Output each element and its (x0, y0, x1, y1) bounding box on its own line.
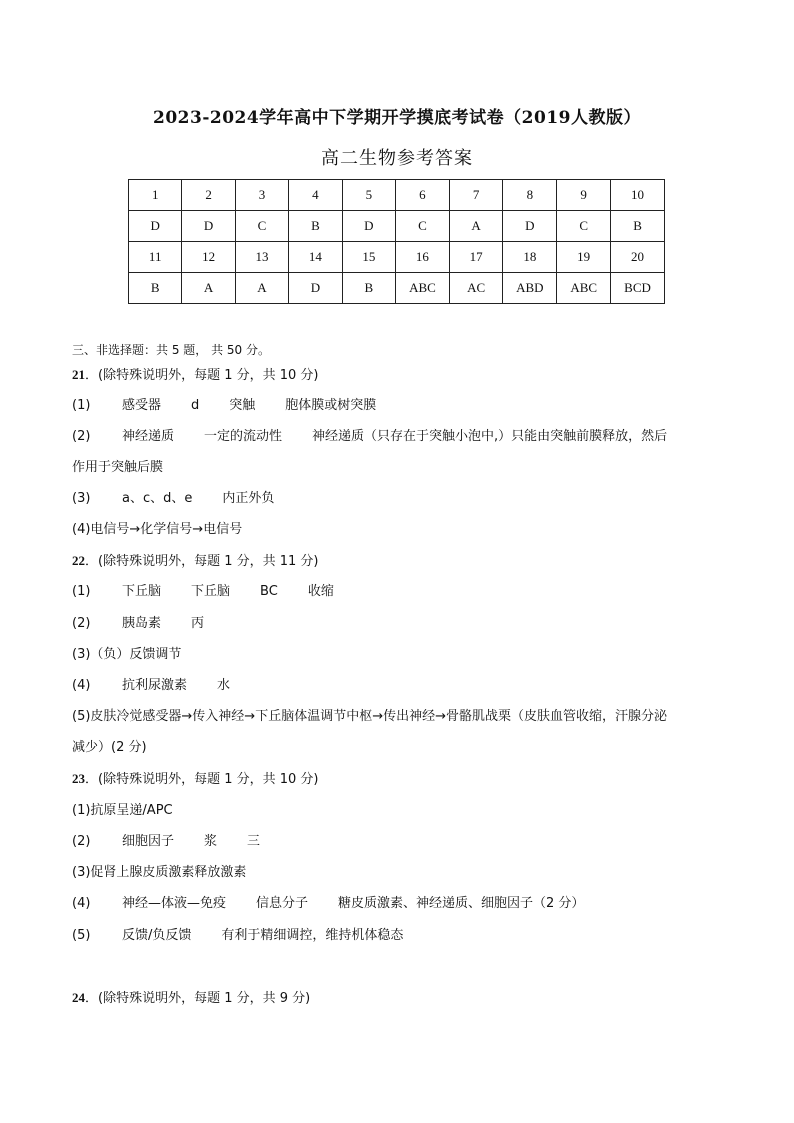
question-21-header (72, 366, 319, 385)
answer-item: 神经—体液—免疫 (122, 896, 227, 911)
answer-cell: ABC (396, 273, 450, 304)
part-number: (4) (72, 896, 91, 911)
question-number-cell: 13 (235, 242, 288, 273)
answer-cell: A (182, 273, 235, 304)
answer-cell: A (449, 211, 503, 242)
answer-item: 下丘脑 (191, 584, 231, 599)
answer-cell: C (396, 211, 450, 242)
answer-cell: D (129, 211, 182, 242)
answer-cell: ABD (503, 273, 557, 304)
question-number: 21 (72, 367, 85, 382)
answer-cell: D (289, 273, 342, 304)
answer-item: 突触 (229, 398, 256, 413)
answer-item: 收缩 (307, 584, 334, 599)
answer-cell: B (129, 273, 182, 304)
part-number: (2) (72, 834, 91, 849)
question-number-row (129, 242, 665, 273)
answer-item: 细胞因子 (122, 834, 175, 849)
answer-cell: D (342, 211, 395, 242)
answer-row (129, 211, 665, 242)
answer-item: 糖皮质激素、神经递质、细胞因子（2 分） (338, 896, 585, 911)
answer-item: 有利于精细调控，维持机体稳态 (221, 928, 404, 943)
question-note: ．(除特殊说明外，每题 1 分，共 10 分) (85, 368, 319, 383)
question-24-header (72, 989, 310, 1008)
answer-cell: A (235, 273, 288, 304)
q23-part2 (72, 833, 290, 851)
answer-item: a、c、d、e (122, 491, 193, 506)
answer-table (128, 179, 665, 304)
answer-item: 浆 (204, 834, 218, 849)
part-number: (1) (72, 584, 91, 599)
question-number-cell: 14 (289, 242, 342, 273)
answer-item: 水 (217, 678, 231, 693)
q22-part5-cont: 减少）(2 分) (72, 740, 147, 755)
question-number-cell: 8 (503, 180, 557, 211)
part-number: (1) (72, 398, 91, 413)
answer-item: BC (260, 584, 278, 599)
question-number-cell: 15 (342, 242, 395, 273)
question-number-cell: 4 (289, 180, 342, 211)
question-number-cell: 18 (503, 242, 557, 273)
question-number-cell: 10 (611, 180, 665, 211)
question-number-cell: 1 (129, 180, 182, 211)
question-note: ．(除特殊说明外，每题 1 分，共 11 分) (85, 554, 319, 569)
answer-item: 神经递质 (122, 429, 175, 444)
answer-row (129, 273, 665, 304)
question-number-cell: 17 (449, 242, 503, 273)
answer-cell: C (557, 211, 611, 242)
question-number-cell: 2 (182, 180, 235, 211)
question-number: 24 (72, 990, 85, 1005)
answer-item: 胞体膜或树突膜 (285, 398, 377, 413)
q21-part2-cont: 作用于突触后膜 (72, 460, 164, 475)
answer-cell: BCD (611, 273, 665, 304)
q21-part3 (72, 490, 304, 508)
q22-part2 (72, 615, 234, 633)
question-number-cell: 3 (235, 180, 288, 211)
answer-item: 丙 (191, 616, 205, 631)
question-22-header (72, 552, 319, 571)
question-number-cell: 7 (449, 180, 503, 211)
question-note: ．(除特殊说明外，每题 1 分，共 10 分) (85, 772, 319, 787)
question-number-cell: 5 (342, 180, 395, 211)
answer-cell: C (235, 211, 288, 242)
answer-cell: B (611, 211, 665, 242)
q21-part4: (4)电信号→化学信号→电信号 (72, 522, 243, 537)
page-subtitle: 高二生物参考答案 (321, 148, 473, 169)
question-number: 23 (72, 771, 85, 786)
part-number: (5) (72, 928, 91, 943)
answer-item: 一定的流动性 (204, 429, 283, 444)
question-number-cell: 9 (557, 180, 611, 211)
answer-item: 反馈/负反馈 (122, 928, 192, 943)
answer-item: 信息分子 (256, 896, 309, 911)
q21-part1 (72, 397, 406, 415)
answer-cell: D (503, 211, 557, 242)
answer-item: 下丘脑 (122, 584, 162, 599)
q23-part4 (72, 895, 584, 913)
q23-part1: (1)抗原呈递/APC (72, 803, 173, 818)
part-number: (3) (72, 491, 91, 506)
answer-cell: B (289, 211, 342, 242)
answer-item: 抗利尿激素 (122, 678, 188, 693)
answer-item: d (191, 398, 200, 413)
question-number-cell: 19 (557, 242, 611, 273)
question-number-row (129, 180, 665, 211)
question-number-cell: 11 (129, 242, 182, 273)
q23-part5 (72, 927, 433, 945)
section-heading: 三、非选择题：共 5 题， 共 50 分。 (72, 343, 270, 357)
part-number: (4) (72, 678, 91, 693)
answer-cell: B (342, 273, 395, 304)
q22-part5: (5)皮肤冷觉感受器→传入神经→下丘脑体温调节中枢→传出神经→骨骼肌战栗（皮肤血管收缩，汗腺分泌 (72, 709, 667, 724)
answer-item: 神经递质（只存在于突触小泡中,）只能由突触前膜释放，然后 (312, 429, 668, 444)
question-number: 22 (72, 553, 85, 568)
question-number-cell: 16 (396, 242, 450, 273)
page-title: 2023-2024学年高中下学期开学摸底考试卷（2019人教版） (153, 108, 641, 128)
part-number: (2) (72, 429, 91, 444)
answer-cell: D (182, 211, 235, 242)
q21-part2 (72, 428, 667, 446)
part-number: (2) (72, 616, 91, 631)
question-23-header (72, 770, 319, 789)
q22-part1 (72, 583, 364, 601)
question-number-cell: 6 (396, 180, 450, 211)
question-number-cell: 12 (182, 242, 235, 273)
q23-part3: (3)促肾上腺皮质激素释放激素 (72, 865, 247, 880)
answer-item: 三 (247, 834, 261, 849)
question-note: ．(除特殊说明外，每题 1 分，共 9 分) (85, 991, 311, 1006)
answer-cell: ABC (557, 273, 611, 304)
q22-part4 (72, 677, 260, 695)
q22-part3: (3)（负）反馈调节 (72, 647, 182, 662)
answer-item: 感受器 (122, 398, 162, 413)
answer-cell: AC (449, 273, 503, 304)
answer-item: 内正外负 (222, 491, 275, 506)
question-number-cell: 20 (611, 242, 665, 273)
answer-item: 胰岛素 (122, 616, 162, 631)
